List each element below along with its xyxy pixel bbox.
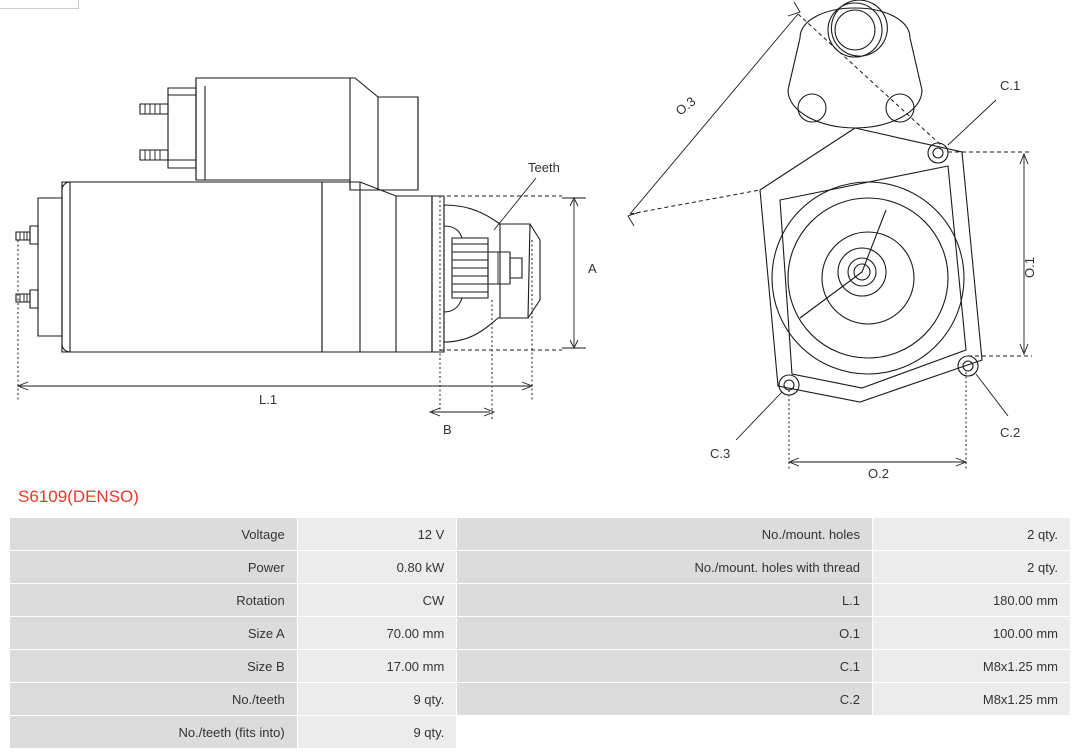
spec-value-secondary: 2 qty.	[873, 518, 1071, 551]
label-c1: C.1	[1000, 78, 1021, 93]
page-title: S6109(DENSO)	[18, 487, 139, 506]
spec-label: Voltage	[10, 518, 298, 551]
spec-label-secondary: No./mount. holes	[457, 518, 873, 551]
table-row	[10, 617, 1071, 650]
spec-value: 12 V	[297, 518, 457, 551]
spec-value: CW	[297, 584, 457, 617]
spec-value: 17.00 mm	[297, 650, 457, 683]
label-teeth: Teeth	[528, 160, 560, 175]
spec-value-secondary: 100.00 mm	[873, 617, 1071, 650]
label-o1: O.1	[1022, 257, 1037, 278]
specifications-table	[9, 517, 1071, 749]
spec-label: Size B	[10, 650, 298, 683]
label-o3: O.3	[672, 93, 699, 119]
spec-label-secondary: O.1	[457, 617, 873, 650]
spec-label: Power	[10, 551, 298, 584]
table-row	[10, 716, 1071, 749]
spec-value: 70.00 mm	[297, 617, 457, 650]
label-size-a: A	[588, 261, 597, 276]
starter-front-view	[628, 0, 1037, 480]
spec-value: 9 qty.	[297, 683, 457, 716]
spec-label: Size A	[10, 617, 298, 650]
spec-label: Rotation	[10, 584, 298, 617]
table-row	[10, 518, 1071, 551]
label-o2: O.2	[868, 466, 889, 480]
table-row	[10, 551, 1071, 584]
spec-label-secondary: L.1	[457, 584, 873, 617]
spec-value-secondary: M8x1.25 mm	[873, 683, 1071, 716]
spec-value-secondary: 180.00 mm	[873, 584, 1071, 617]
table-row	[10, 650, 1071, 683]
table-row	[10, 683, 1071, 716]
table-row	[10, 584, 1071, 617]
label-c2: C.2	[1000, 425, 1021, 440]
label-c3: C.3	[710, 446, 731, 461]
spec-empty-cell	[873, 716, 1071, 749]
spec-value: 0.80 kW	[297, 551, 457, 584]
spec-label-secondary: C.1	[457, 650, 873, 683]
label-l1: L.1	[259, 392, 278, 407]
spec-value-secondary: 2 qty.	[873, 551, 1071, 584]
label-size-b: B	[443, 422, 452, 437]
spec-label: No./teeth (fits into)	[10, 716, 298, 749]
spec-label-secondary: C.2	[457, 683, 873, 716]
starter-side-view	[16, 78, 597, 437]
spec-empty-cell	[457, 716, 873, 749]
spec-value: 9 qty.	[297, 716, 457, 749]
spec-label: No./teeth	[10, 683, 298, 716]
spec-label-secondary: No./mount. holes with thread	[457, 551, 873, 584]
spec-value-secondary: M8x1.25 mm	[873, 650, 1071, 683]
